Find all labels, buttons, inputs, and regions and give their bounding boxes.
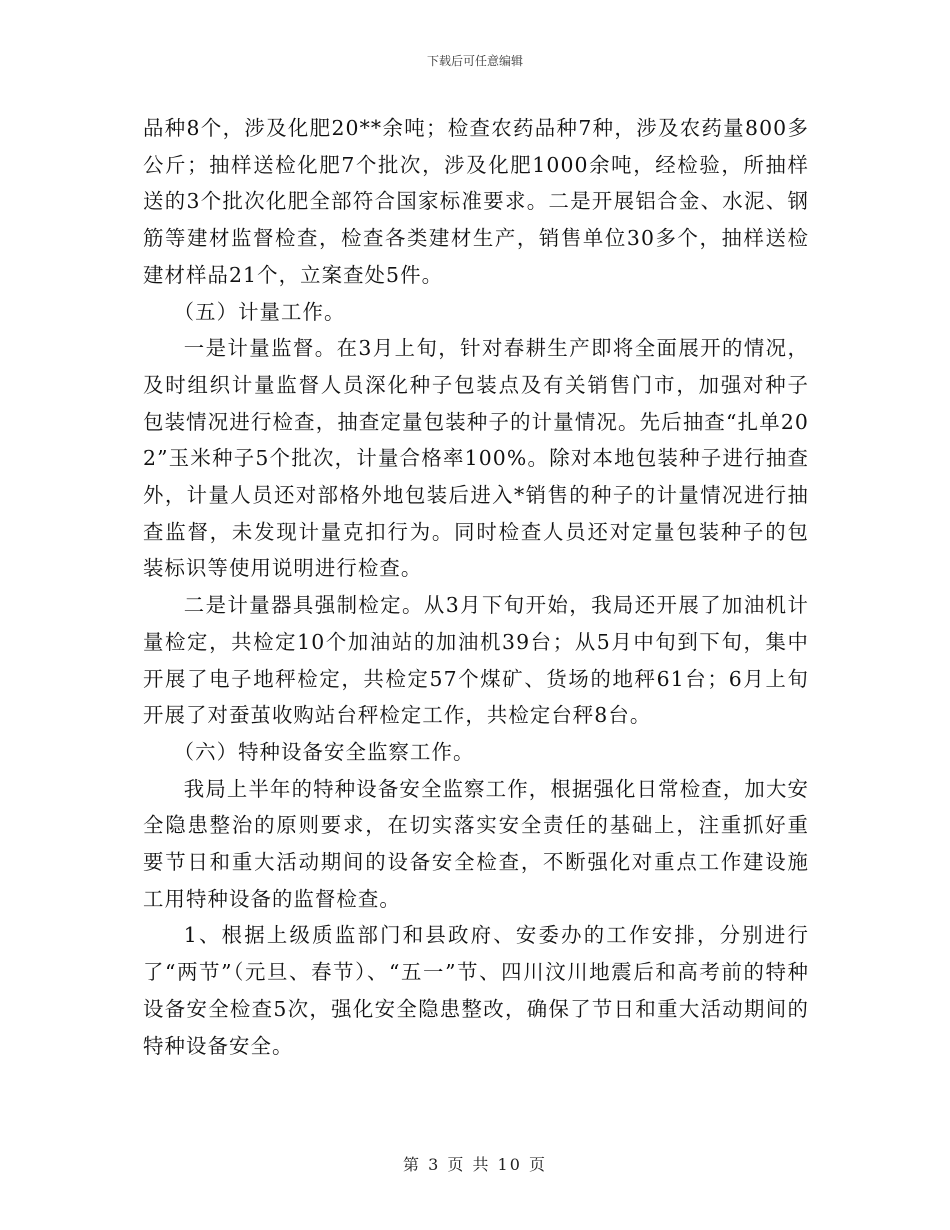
paragraph-mandatory-verification: 二是计量器具强制检定。从3月下旬开始，我局还开展了加油机计量检定，共检定10个加油站的加油机39台；从5月中旬到下旬，集中开展了电子地秤检定，共检定57个煤矿、货场的地秤61台；6月上旬开展了对蚕茧收购站台秤检定工作，共检定台秤8台。 — [143, 593, 809, 728]
paragraph-fertilizer-inspection: 品种8个，涉及化肥20**余吨；检查农药品种7种，涉及农药量800多公斤；抽样送检化肥7个批次，涉及化肥1000余吨，经检验，所抽样送的3个批次化肥全部符合国家标准要求。二是开展铝合金、水泥、钢筋等建材监督检查，检查各类建材生产，销售单位30多个，抽样送检建材样品21个，立案查处5件。 — [143, 116, 809, 287]
document-body — [143, 110, 809, 1064]
paragraph-metrology-supervision: 一是计量监督。在3月上旬，针对春耕生产即将全面展开的情况，及时组织计量监督人员深化种子包装点及有关销售门市，加强对种子包装情况进行检查，抽查定量包装种子的计量情况。先后抽查“扎单202”玉米种子5个批次，计量合格率100%。除对本地包装种子进行抽查外，计量人员还对部格外地包装后进入*销售的种子的计量情况进行抽查监督，未发现计量克扣行为。同时检查人员还对定量包装种子的包装标识等使用说明进行检查。 — [143, 336, 809, 581]
section-heading-metrology: （五）计量工作。 — [173, 299, 346, 324]
section-heading-special-equipment: （六）特种设备安全监察工作。 — [173, 739, 475, 764]
page-number: 第 3 页 共 10 页 — [403, 1155, 547, 1174]
paragraph-special-equipment-overview: 我局上半年的特种设备安全监察工作，根据强化日常检查，加大安全隐患整治的原则要求，在切实落实安全责任的基础上，注重抓好重要节日和重大活动期间的设备安全检查，不断强化对重点工作建设施工用特种设备的监督检查。 — [143, 776, 809, 911]
page-header-note: 下载后可任意编辑 — [426, 54, 523, 68]
paragraph-special-equipment-checks: 1、根据上级质监部门和县政府、安委办的工作安排，分别进行了“两节”（元旦、春节）、“五一”节、四川汶川地震后和高考前的特种设备安全检查5次，强化安全隐患整改，确保了节日和重大活动期间的特种设备安全。 — [143, 923, 809, 1058]
